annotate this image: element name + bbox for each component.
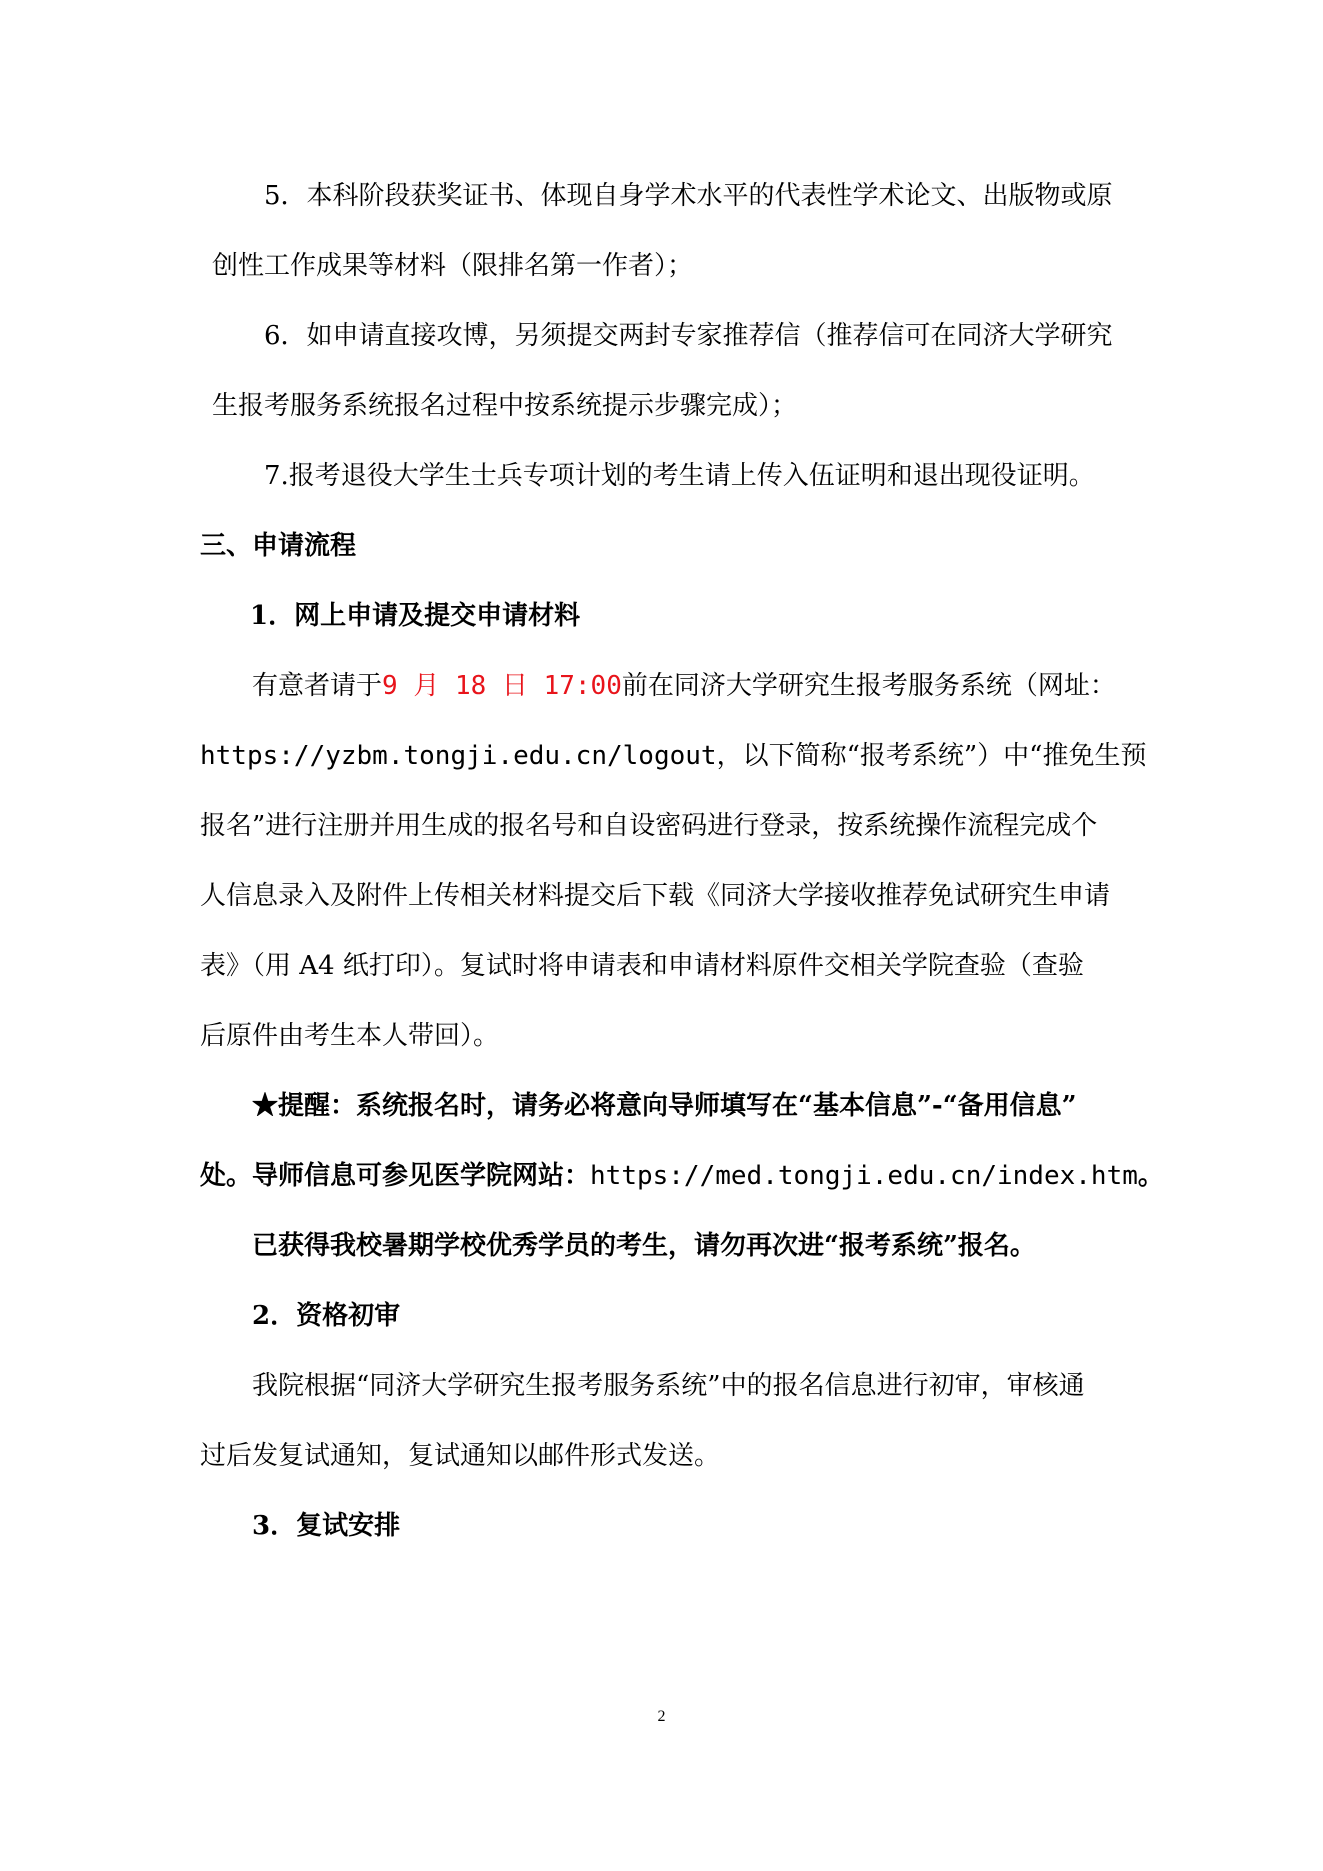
item-6-line-1: 6．如申请直接攻博，另须提交两封专家推荐信（推荐信可在同济大学研究: [264, 321, 1113, 351]
reminder-line-2: [200, 1158, 1164, 1194]
step-1-heading: 1．网上申请及提交申请材料: [250, 601, 581, 631]
step-1-para-line-6: 后原件由考生本人带回）。: [200, 1021, 500, 1051]
step-2-heading: 2．资格初审: [252, 1301, 401, 1331]
step-1-para-line-2: [200, 738, 1146, 774]
step-1-para-line-5: 表》（用 A4 纸打印）。复试时将申请表和申请材料原件交相关学院查验（查验: [200, 951, 1084, 981]
para-line-2-rest: ，以下简称“报考系统”）中“推免生预: [716, 741, 1147, 771]
reminder-line-3: 已获得我校暑期学校优秀学员的考生，请勿再次进“报考系统”报名。: [252, 1231, 1036, 1261]
item-7-line-1: 7.报考退役大学生士兵专项计划的考生请上传入伍证明和退出现役证明。: [264, 461, 1095, 491]
item-6-line-2: 生报考服务系统报名过程中按系统提示步骤完成）；: [212, 391, 798, 421]
step-3-heading: 3．复试安排: [252, 1511, 401, 1541]
section-3-heading: 三、申请流程: [200, 531, 357, 561]
item-5-line-1: 5．本科阶段获奖证书、体现自身学术水平的代表性学术论文、出版物或原: [264, 181, 1113, 211]
deadline-highlight: 9 月 18 日 17:00: [382, 671, 622, 701]
reminder-line-2-suffix: 。: [1137, 1161, 1164, 1191]
step-1-para-line-3: 报名”进行注册并用生成的报名号和自设密码进行登录，按系统操作流程完成个: [200, 811, 1098, 841]
reminder-line-1: ★提醒：系统报名时，请务必将意向导师填写在“基本信息”-“备用信息”: [252, 1091, 1077, 1121]
para-prefix: 有意者请于: [252, 671, 383, 701]
step-1-para-line-1: [252, 668, 1116, 704]
step-2-line-1: 我院根据“同济大学研究生报考服务系统”中的报名信息进行初审，审核通: [252, 1371, 1085, 1401]
page-number: 2: [657, 1708, 666, 1725]
medical-school-url-link[interactable]: https://med.tongji.edu.cn/index.htm: [590, 1161, 1138, 1191]
para-suffix: 前在同济大学研究生报考服务系统（网址：: [621, 671, 1116, 701]
step-1-para-line-4: 人信息录入及附件上传相关材料提交后下载《同济大学接收推荐免试研究生申请: [200, 881, 1111, 911]
reminder-line-2-prefix: 处。导师信息可参见医学院网站：: [200, 1161, 591, 1191]
registration-url-link[interactable]: https://yzbm.tongji.edu.cn/logout: [200, 741, 717, 771]
item-5-line-2: 创性工作成果等材料（限排名第一作者）；: [212, 251, 694, 281]
step-2-line-2: 过后发复试通知，复试通知以邮件形式发送。: [200, 1441, 721, 1471]
